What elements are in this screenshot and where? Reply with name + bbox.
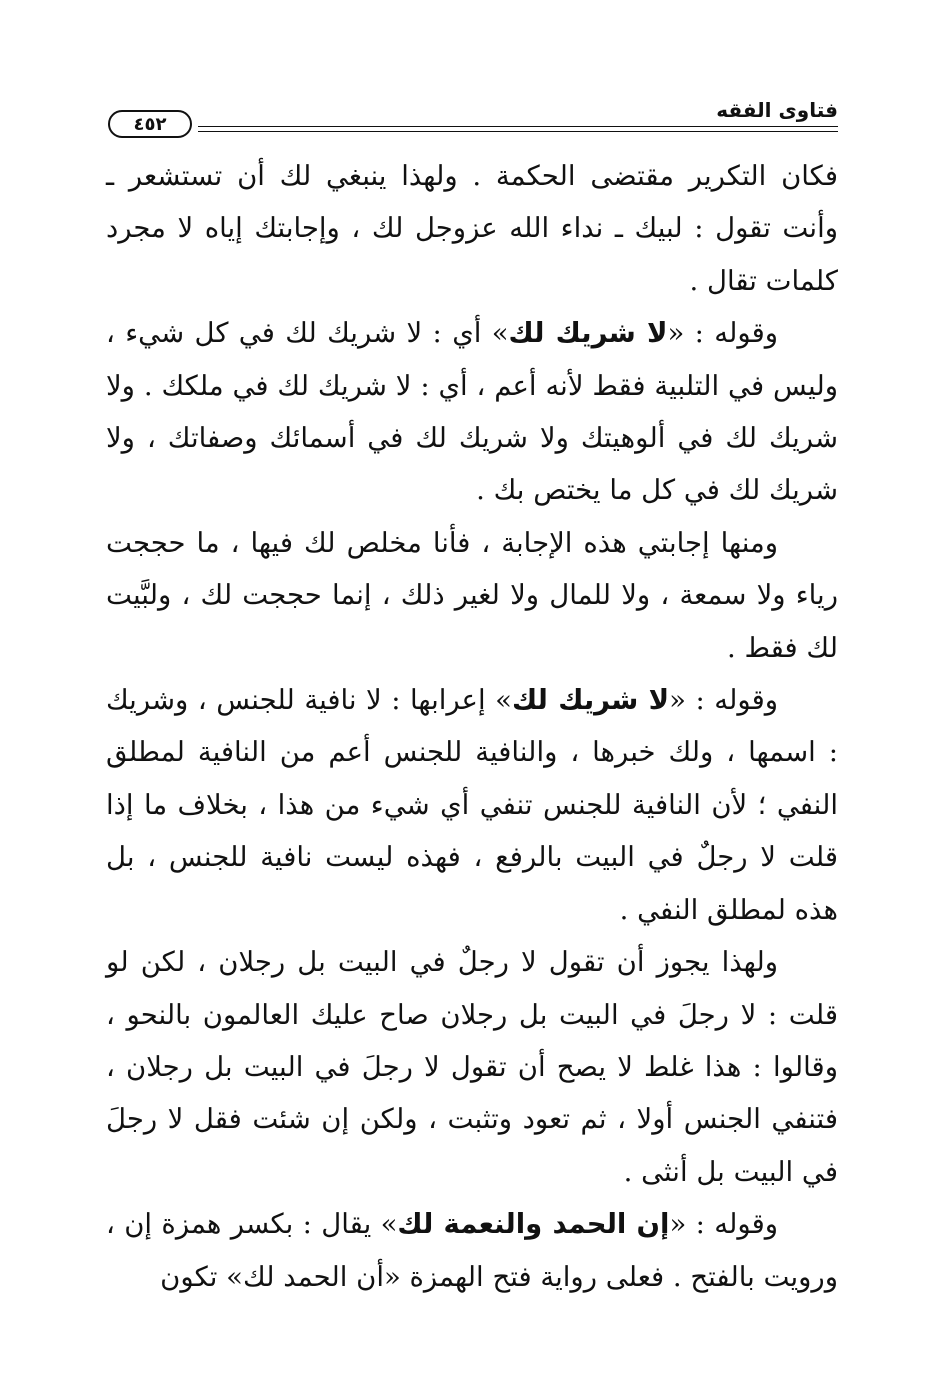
paragraph-text: » يقال : بكسر همزة إن ، ورويت بالفتح . فعلى رواية فتح الهمزة «أن الحمد لك» تكون xyxy=(106,1208,838,1293)
paragraph-text: » إعرابها : لا نافية للجنس ، وشريك : اسمها ، ولك خبرها ، والنافية للجنس أعم من النافية لمطلق النفي ؛ لأن النافية للجنس تنفي أي شيء من هذا ، بخلاف ما إذا قلت لا رجلٌ في البيت بالرفع ، فهذه ليست نافية للجنس ، بل هذه لمطلق النفي . xyxy=(106,684,838,926)
paragraph xyxy=(106,150,838,307)
paragraph xyxy=(106,307,838,517)
paragraph xyxy=(106,936,838,1198)
quoted-phrase: لا شريك لك xyxy=(511,684,670,717)
paragraph-text: وقوله : « xyxy=(669,1208,779,1241)
paragraph-text: » أي : لا شريك لك في كل شيء ، وليس في التلبية فقط لأنه أعم ، أي : لا شريك لك في ملكك . ولا شريك لك في ألوهيتك ولا شريك لك في أسمائك وصفاتك ، ولا شريك لك في كل ما يختص بك . xyxy=(106,317,838,507)
quoted-phrase: إن الحمد والنعمة لك xyxy=(397,1208,670,1241)
page-body xyxy=(106,150,838,1303)
paragraph xyxy=(106,1198,838,1303)
running-title: فتاوى الفقه xyxy=(716,98,838,122)
paragraph xyxy=(106,517,838,674)
paragraph-text: ومنها إجابتي هذه الإجابة ، فأنا مخلص لك فيها ، ما حججت رياء ولا سمعة ، ولا للمال ولا لغير ذلك ، إنما حججت لك ، ولبَّيت لك فقط . xyxy=(106,526,838,664)
header-rule xyxy=(198,126,838,132)
paragraph xyxy=(106,674,838,936)
paragraph-text: فكان التكرير مقتضى الحكمة . ولهذا ينبغي لك أن تستشعر ـ وأنت تقول : لبيك ـ نداء الله عزوجل لك ، وإجابتك إياه لا مجرد كلمات تقال . xyxy=(106,160,838,297)
page-header xyxy=(108,98,838,138)
paragraph-text: وقوله : « xyxy=(667,317,779,350)
paragraph-text: ولهذا يجوز أن تقول لا رجلٌ في البيت بل رجلان ، لكن لو قلت : لا رجلَ في البيت بل رجلان صاح عليك العالمون بالنحو ، وقالوا : هذا غلط لا يصح أن تقول لا رجلَ في البيت بل رجلان ، فتنفي الجنس أولا ، ثم تعود وتثبت ، ولكن إن شئت فقل لا رجلَ في البيت بل أنثى . xyxy=(106,946,838,1188)
quoted-phrase: لا شريك لك xyxy=(508,317,668,350)
paragraph-text: وقوله : « xyxy=(669,684,778,717)
page-number: ٤٥٢ xyxy=(108,110,192,138)
